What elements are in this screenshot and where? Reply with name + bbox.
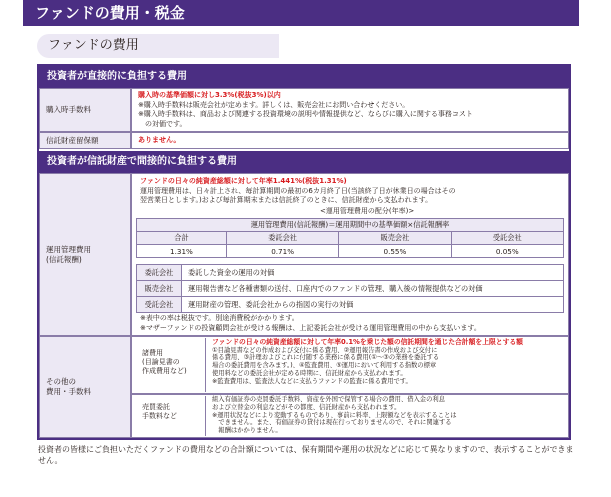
purchase-fee-note-2: ※購入時手数料は、商品および関連する投資環境の説明や情報提供など、ならびに購入に関する事務コスト: [138, 110, 473, 118]
management-fee-desc-2: 翌営業日とします。)および毎計算期末または信託終了のときに、信託財産から支払われます。: [140, 196, 433, 204]
alloc-value-distributor: 0.55%: [339, 245, 451, 258]
breakdown-caption: <運用管理費用の配分(年率)>: [320, 207, 415, 215]
alloc-value-total: 1.31%: [137, 245, 227, 258]
trading-fees-line: 報酬はかかりません。: [212, 427, 282, 435]
purchase-fee-note-3: の対価です。: [138, 119, 187, 128]
misc-expenses-rate: ファンドの日々の純資産総額に対して年率0.1%を乗じた額の信託期間を通じた合計額を上限とする額: [212, 338, 523, 346]
management-fee-desc-1: 運用管理費用は、日々計上され、毎計算期間の最初の6カ月終了日(当該終了日が休業日の場合はその: [140, 187, 456, 195]
alloc-header-total: 合計: [137, 232, 227, 245]
purchase-fee-note-1: ※購入時手数料は販売会社が定めます。詳しくは、販売会社にお問い合わせください。: [138, 100, 410, 109]
trading-fees-line: 組入有価証券の売買委託手数料、資産を外国で保管する場合の費用、借入金の利息: [212, 396, 445, 403]
purchase-fee-cell: [131, 88, 569, 132]
page-title-bar: [23, 0, 579, 26]
misc-expenses-line: 場合の委託費用を含みます。)、④監査費用、⑤運用において利用する指数の標章: [212, 362, 437, 370]
trust-reserve-cell: [131, 132, 569, 149]
management-fee-cell: [131, 173, 569, 336]
misc-expenses-cell: [205, 338, 565, 392]
misc-expenses-line: 係る費用、③計理およびこれに付随する業務に係る費用(①～③の業務を委託する: [212, 354, 440, 362]
alloc-header-trustee: 受託会社: [451, 232, 563, 245]
fee-formula: 運用管理費用(信託報酬)＝運用期間中の基準価額×信託報酬率: [137, 219, 564, 232]
misc-expenses-line: ※監査費用は、監査法人などに支払うファンドの監査に係る費用です。: [212, 377, 412, 385]
section-subtitle: ファンドの費用: [48, 38, 139, 53]
trading-fees-line: できません。また、有価証券の貸付は現在行っておりませんので、それに関連する: [212, 419, 452, 427]
purchase-fee-label: 購入時手数料: [39, 88, 131, 132]
role-name: 販売会社: [137, 281, 182, 297]
trust-reserve-value: ありません。: [138, 136, 181, 144]
management-note-2: ※マザーファンドの投資顧問会社が受ける報酬は、上記委託会社が受ける運用管理費用の中から支払います。: [140, 324, 481, 332]
trading-fees-cell: [205, 396, 565, 436]
allocation-table: [136, 218, 564, 258]
management-note-1: ※表中の率は税抜です。別途消費税がかかります。: [140, 314, 299, 322]
alloc-header-manager: 委託会社: [226, 232, 338, 245]
role-desc: 委託した資金の運用の対価: [182, 265, 564, 281]
trading-fees-label: 売買委託 手数料など: [142, 403, 177, 420]
misc-expenses-line: 使用料などの委託会社が定める時期に、信託財産から支払われます。: [212, 369, 407, 377]
purchase-fee-rate: 購入時の基準価額に対し3.3%(税抜3%)以内: [138, 91, 281, 99]
trust-reserve-label: 信託財産留保額: [39, 132, 131, 149]
other-fees-label: その他の 費用・手数料: [39, 336, 131, 438]
indirect-costs-heading: 投資者が信託財産で間接的に負担する費用: [39, 151, 569, 173]
alloc-value-trustee: 0.05%: [451, 245, 563, 258]
trading-fees-line: および立替金の利息などがその都度、信託財産から支払われます。: [212, 403, 401, 411]
misc-expenses-label: 諸費用 (目論見書の 作成費用など): [142, 349, 187, 375]
role-desc: 運用報告書など各種書類の送付、口座内でのファンドの管理、購入後の情報提供などの対価: [182, 281, 564, 297]
misc-expenses-line: ①目論見書などの作成および交付に係る費用、②運用報告書の作成および交付に: [212, 346, 438, 354]
direct-costs-heading: 投資者が直接的に負担する費用: [39, 66, 569, 88]
trading-fees-line: ※運用状況などにより変動するものであり、事前に料率、上限額などを表示することは: [212, 411, 457, 419]
alloc-header-distributor: 販売会社: [339, 232, 451, 245]
role-name: 受託会社: [137, 297, 182, 313]
role-desc: 運用財産の管理、委託会社からの指図の実行の対価: [182, 297, 564, 313]
alloc-value-manager: 0.71%: [226, 245, 338, 258]
role-table: [136, 264, 564, 313]
management-fee-rate: ファンドの日々の純資産総額に対して年率1.441%(税抜1.31%): [140, 177, 347, 185]
management-fee-label: 運用管理費用 (信託報酬): [39, 173, 131, 336]
footer-note: 投資者の皆様にご負担いただくファンドの費用などの合計額については、保有期間や運用の状況などに応じて異なりますので、表示することができません。: [38, 445, 574, 465]
role-name: 委託会社: [137, 265, 182, 281]
page-title: ファンドの費用・税金: [35, 4, 185, 22]
